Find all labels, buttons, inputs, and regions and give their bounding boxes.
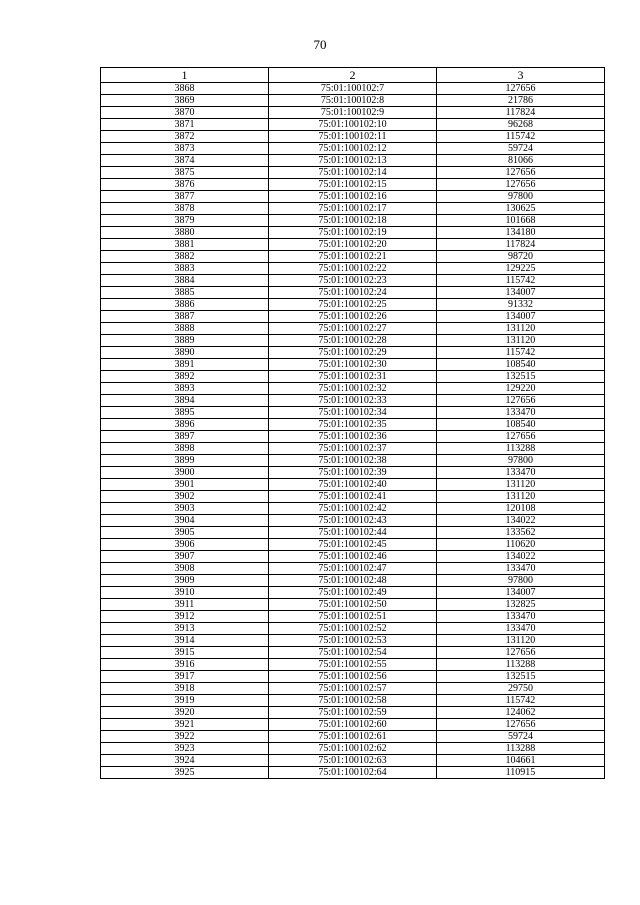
row-number-cell: 3895 — [101, 407, 269, 419]
row-number-cell: 3908 — [101, 563, 269, 575]
cadastral-number-cell: 75:01:100102:45 — [269, 539, 437, 551]
cadastral-number-cell: 75:01:100102:41 — [269, 491, 437, 503]
column-header-2: 2 — [269, 68, 437, 83]
value-cell: 59724 — [437, 731, 605, 743]
table-row — [101, 767, 605, 779]
table-row — [101, 407, 605, 419]
cadastral-number-cell: 75:01:100102:38 — [269, 455, 437, 467]
table-row — [101, 707, 605, 719]
row-number-cell: 3923 — [101, 743, 269, 755]
row-number-cell: 3875 — [101, 167, 269, 179]
cadastral-number-cell: 75:01:100102:44 — [269, 527, 437, 539]
table-row — [101, 395, 605, 407]
value-cell: 127656 — [437, 431, 605, 443]
row-number-cell: 3888 — [101, 323, 269, 335]
value-cell: 115742 — [437, 347, 605, 359]
cadastral-number-cell: 75:01:100102:35 — [269, 419, 437, 431]
row-number-cell: 3892 — [101, 371, 269, 383]
cadastral-number-cell: 75:01:100102:34 — [269, 407, 437, 419]
row-number-cell: 3925 — [101, 767, 269, 779]
value-cell: 97800 — [437, 575, 605, 587]
cadastral-number-cell: 75:01:100102:47 — [269, 563, 437, 575]
table-row — [101, 227, 605, 239]
table-row — [101, 251, 605, 263]
table-row — [101, 119, 605, 131]
value-cell: 127656 — [437, 719, 605, 731]
value-cell: 127656 — [437, 395, 605, 407]
table-row — [101, 575, 605, 587]
value-cell: 29750 — [437, 683, 605, 695]
row-number-cell: 3891 — [101, 359, 269, 371]
table-row — [101, 599, 605, 611]
row-number-cell: 3874 — [101, 155, 269, 167]
cadastral-number-cell: 75:01:100102:23 — [269, 275, 437, 287]
value-cell: 132515 — [437, 371, 605, 383]
row-number-cell: 3887 — [101, 311, 269, 323]
value-cell: 110620 — [437, 539, 605, 551]
value-cell: 132515 — [437, 671, 605, 683]
cadastral-number-cell: 75:01:100102:9 — [269, 107, 437, 119]
row-number-cell: 3886 — [101, 299, 269, 311]
value-cell: 91332 — [437, 299, 605, 311]
row-number-cell: 3879 — [101, 215, 269, 227]
table-row — [101, 203, 605, 215]
row-number-cell: 3893 — [101, 383, 269, 395]
cadastral-number-cell: 75:01:100102:57 — [269, 683, 437, 695]
cadastral-number-cell: 75:01:100102:60 — [269, 719, 437, 731]
table-row — [101, 83, 605, 95]
row-number-cell: 3918 — [101, 683, 269, 695]
value-cell: 124062 — [437, 707, 605, 719]
row-number-cell: 3912 — [101, 611, 269, 623]
cadastral-number-cell: 75:01:100102:64 — [269, 767, 437, 779]
table-row — [101, 347, 605, 359]
table-row — [101, 503, 605, 515]
value-cell: 117824 — [437, 239, 605, 251]
row-number-cell: 3884 — [101, 275, 269, 287]
row-number-cell: 3915 — [101, 647, 269, 659]
table-row — [101, 683, 605, 695]
table-body — [101, 83, 605, 779]
table-row — [101, 155, 605, 167]
row-number-cell: 3870 — [101, 107, 269, 119]
cadastral-number-cell: 75:01:100102:12 — [269, 143, 437, 155]
value-cell: 131120 — [437, 479, 605, 491]
cadastral-number-cell: 75:01:100102:55 — [269, 659, 437, 671]
cadastral-number-cell: 75:01:100102:21 — [269, 251, 437, 263]
value-cell: 104661 — [437, 755, 605, 767]
cadastral-number-cell: 75:01:100102:52 — [269, 623, 437, 635]
value-cell: 110915 — [437, 767, 605, 779]
cadastral-number-cell: 75:01:100102:13 — [269, 155, 437, 167]
row-number-cell: 3881 — [101, 239, 269, 251]
row-number-cell: 3905 — [101, 527, 269, 539]
table-row — [101, 335, 605, 347]
table-row — [101, 95, 605, 107]
table-row — [101, 587, 605, 599]
table-row — [101, 443, 605, 455]
cadastral-number-cell: 75:01:100102:18 — [269, 215, 437, 227]
value-cell: 21786 — [437, 95, 605, 107]
table-row — [101, 539, 605, 551]
table-row — [101, 179, 605, 191]
cadastral-number-cell: 75:01:100102:63 — [269, 755, 437, 767]
value-cell: 115742 — [437, 695, 605, 707]
table-row — [101, 527, 605, 539]
table-row — [101, 107, 605, 119]
row-number-cell: 3910 — [101, 587, 269, 599]
cadastral-number-cell: 75:01:100102:29 — [269, 347, 437, 359]
value-cell: 134007 — [437, 287, 605, 299]
table-row — [101, 635, 605, 647]
value-cell: 132825 — [437, 599, 605, 611]
value-cell: 115742 — [437, 275, 605, 287]
cadastral-number-cell: 75:01:100102:16 — [269, 191, 437, 203]
cadastral-number-cell: 75:01:100102:48 — [269, 575, 437, 587]
value-cell: 117824 — [437, 107, 605, 119]
cadastral-number-cell: 75:01:100102:46 — [269, 551, 437, 563]
table-row — [101, 263, 605, 275]
cadastral-number-cell: 75:01:100102:15 — [269, 179, 437, 191]
value-cell: 108540 — [437, 419, 605, 431]
value-cell: 113288 — [437, 659, 605, 671]
cadastral-number-cell: 75:01:100102:39 — [269, 467, 437, 479]
row-number-cell: 3868 — [101, 83, 269, 95]
value-cell: 131120 — [437, 491, 605, 503]
value-cell: 134180 — [437, 227, 605, 239]
value-cell: 113288 — [437, 443, 605, 455]
row-number-cell: 3914 — [101, 635, 269, 647]
value-cell: 131120 — [437, 635, 605, 647]
value-cell: 133562 — [437, 527, 605, 539]
row-number-cell: 3904 — [101, 515, 269, 527]
row-number-cell: 3896 — [101, 419, 269, 431]
value-cell: 127656 — [437, 83, 605, 95]
row-number-cell: 3907 — [101, 551, 269, 563]
cadastral-number-cell: 75:01:100102:37 — [269, 443, 437, 455]
table-row — [101, 311, 605, 323]
page-number: 70 — [313, 37, 327, 52]
row-number-cell: 3883 — [101, 263, 269, 275]
table-row — [101, 611, 605, 623]
row-number-cell: 3889 — [101, 335, 269, 347]
row-number-cell: 3873 — [101, 143, 269, 155]
cadastral-number-cell: 75:01:100102:58 — [269, 695, 437, 707]
table-row — [101, 719, 605, 731]
cadastral-number-cell: 75:01:100102:61 — [269, 731, 437, 743]
value-cell: 59724 — [437, 143, 605, 155]
table-row — [101, 371, 605, 383]
value-cell: 131120 — [437, 323, 605, 335]
row-number-cell: 3916 — [101, 659, 269, 671]
table-row — [101, 419, 605, 431]
value-cell: 134022 — [437, 515, 605, 527]
row-number-cell: 3869 — [101, 95, 269, 107]
cadastral-number-cell: 75:01:100102:62 — [269, 743, 437, 755]
table-row — [101, 215, 605, 227]
cadastral-number-cell: 75:01:100102:51 — [269, 611, 437, 623]
value-cell: 133470 — [437, 407, 605, 419]
value-cell: 127656 — [437, 167, 605, 179]
column-header-1: 1 — [101, 68, 269, 83]
row-number-cell: 3924 — [101, 755, 269, 767]
row-number-cell: 3899 — [101, 455, 269, 467]
row-number-cell: 3909 — [101, 575, 269, 587]
value-cell: 108540 — [437, 359, 605, 371]
cadastral-number-cell: 75:01:100102:50 — [269, 599, 437, 611]
table-row — [101, 731, 605, 743]
cadastral-number-cell: 75:01:100102:49 — [269, 587, 437, 599]
table-row — [101, 359, 605, 371]
cadastral-number-cell: 75:01:100102:59 — [269, 707, 437, 719]
table-row — [101, 743, 605, 755]
value-cell: 97800 — [437, 191, 605, 203]
table-row — [101, 287, 605, 299]
value-cell: 96268 — [437, 119, 605, 131]
table-row — [101, 479, 605, 491]
row-number-cell: 3917 — [101, 671, 269, 683]
value-cell: 133470 — [437, 563, 605, 575]
table-row — [101, 623, 605, 635]
value-cell: 120108 — [437, 503, 605, 515]
table-header — [101, 68, 605, 83]
cadastral-number-cell: 75:01:100102:17 — [269, 203, 437, 215]
table-row — [101, 647, 605, 659]
row-number-cell: 3871 — [101, 119, 269, 131]
cadastral-number-cell: 75:01:100102:22 — [269, 263, 437, 275]
value-cell: 134007 — [437, 311, 605, 323]
cadastral-number-cell: 75:01:100102:24 — [269, 287, 437, 299]
table-row — [101, 299, 605, 311]
value-cell: 131120 — [437, 335, 605, 347]
cadastral-number-cell: 75:01:100102:36 — [269, 431, 437, 443]
table-row — [101, 563, 605, 575]
cadastral-number-cell: 75:01:100102:14 — [269, 167, 437, 179]
table-row — [101, 695, 605, 707]
value-cell: 81066 — [437, 155, 605, 167]
table-row — [101, 323, 605, 335]
table-row — [101, 383, 605, 395]
table-row — [101, 143, 605, 155]
value-cell: 133470 — [437, 467, 605, 479]
value-cell: 133470 — [437, 623, 605, 635]
cadastral-number-cell: 75:01:100102:26 — [269, 311, 437, 323]
table-row — [101, 515, 605, 527]
row-number-cell: 3902 — [101, 491, 269, 503]
cadastral-number-cell: 75:01:100102:28 — [269, 335, 437, 347]
row-number-cell: 3897 — [101, 431, 269, 443]
cadastral-number-cell: 75:01:100102:7 — [269, 83, 437, 95]
cadastral-number-cell: 75:01:100102:56 — [269, 671, 437, 683]
row-number-cell: 3922 — [101, 731, 269, 743]
header-row — [101, 68, 605, 83]
row-number-cell: 3901 — [101, 479, 269, 491]
table-row — [101, 167, 605, 179]
table-row — [101, 191, 605, 203]
cadastral-number-cell: 75:01:100102:11 — [269, 131, 437, 143]
row-number-cell: 3919 — [101, 695, 269, 707]
cadastral-number-cell: 75:01:100102:33 — [269, 395, 437, 407]
table-row — [101, 275, 605, 287]
value-cell: 133470 — [437, 611, 605, 623]
value-cell: 113288 — [437, 743, 605, 755]
cadastral-number-cell: 75:01:100102:54 — [269, 647, 437, 659]
value-cell: 127656 — [437, 647, 605, 659]
cadastral-number-cell: 75:01:100102:31 — [269, 371, 437, 383]
row-number-cell: 3882 — [101, 251, 269, 263]
data-table — [100, 67, 605, 779]
row-number-cell: 3921 — [101, 719, 269, 731]
row-number-cell: 3898 — [101, 443, 269, 455]
cadastral-number-cell: 75:01:100102:30 — [269, 359, 437, 371]
row-number-cell: 3885 — [101, 287, 269, 299]
value-cell: 129225 — [437, 263, 605, 275]
value-cell: 127656 — [437, 179, 605, 191]
column-header-3: 3 — [437, 68, 605, 83]
table-row — [101, 467, 605, 479]
table-row — [101, 551, 605, 563]
table-row — [101, 755, 605, 767]
table-row — [101, 131, 605, 143]
row-number-cell: 3900 — [101, 467, 269, 479]
cadastral-number-cell: 75:01:100102:20 — [269, 239, 437, 251]
cadastral-number-cell: 75:01:100102:25 — [269, 299, 437, 311]
cadastral-number-cell: 75:01:100102:27 — [269, 323, 437, 335]
table-row — [101, 455, 605, 467]
table-row — [101, 659, 605, 671]
table-row — [101, 239, 605, 251]
table-row — [101, 431, 605, 443]
row-number-cell: 3894 — [101, 395, 269, 407]
row-number-cell: 3876 — [101, 179, 269, 191]
value-cell: 134022 — [437, 551, 605, 563]
row-number-cell: 3911 — [101, 599, 269, 611]
cadastral-number-cell: 75:01:100102:40 — [269, 479, 437, 491]
cadastral-number-cell: 75:01:100102:19 — [269, 227, 437, 239]
cadastral-number-cell: 75:01:100102:42 — [269, 503, 437, 515]
value-cell: 129220 — [437, 383, 605, 395]
row-number-cell: 3872 — [101, 131, 269, 143]
cadastral-number-cell: 75:01:100102:10 — [269, 119, 437, 131]
table-row — [101, 491, 605, 503]
value-cell: 115742 — [437, 131, 605, 143]
value-cell: 97800 — [437, 455, 605, 467]
cadastral-number-cell: 75:01:100102:32 — [269, 383, 437, 395]
row-number-cell: 3913 — [101, 623, 269, 635]
row-number-cell: 3878 — [101, 203, 269, 215]
value-cell: 101668 — [437, 215, 605, 227]
row-number-cell: 3903 — [101, 503, 269, 515]
value-cell: 134007 — [437, 587, 605, 599]
row-number-cell: 3880 — [101, 227, 269, 239]
row-number-cell: 3906 — [101, 539, 269, 551]
row-number-cell: 3877 — [101, 191, 269, 203]
table-row — [101, 671, 605, 683]
cadastral-number-cell: 75:01:100102:53 — [269, 635, 437, 647]
row-number-cell: 3890 — [101, 347, 269, 359]
cadastral-number-cell: 75:01:100102:43 — [269, 515, 437, 527]
cadastral-number-cell: 75:01:100102:8 — [269, 95, 437, 107]
value-cell: 130625 — [437, 203, 605, 215]
value-cell: 98720 — [437, 251, 605, 263]
row-number-cell: 3920 — [101, 707, 269, 719]
